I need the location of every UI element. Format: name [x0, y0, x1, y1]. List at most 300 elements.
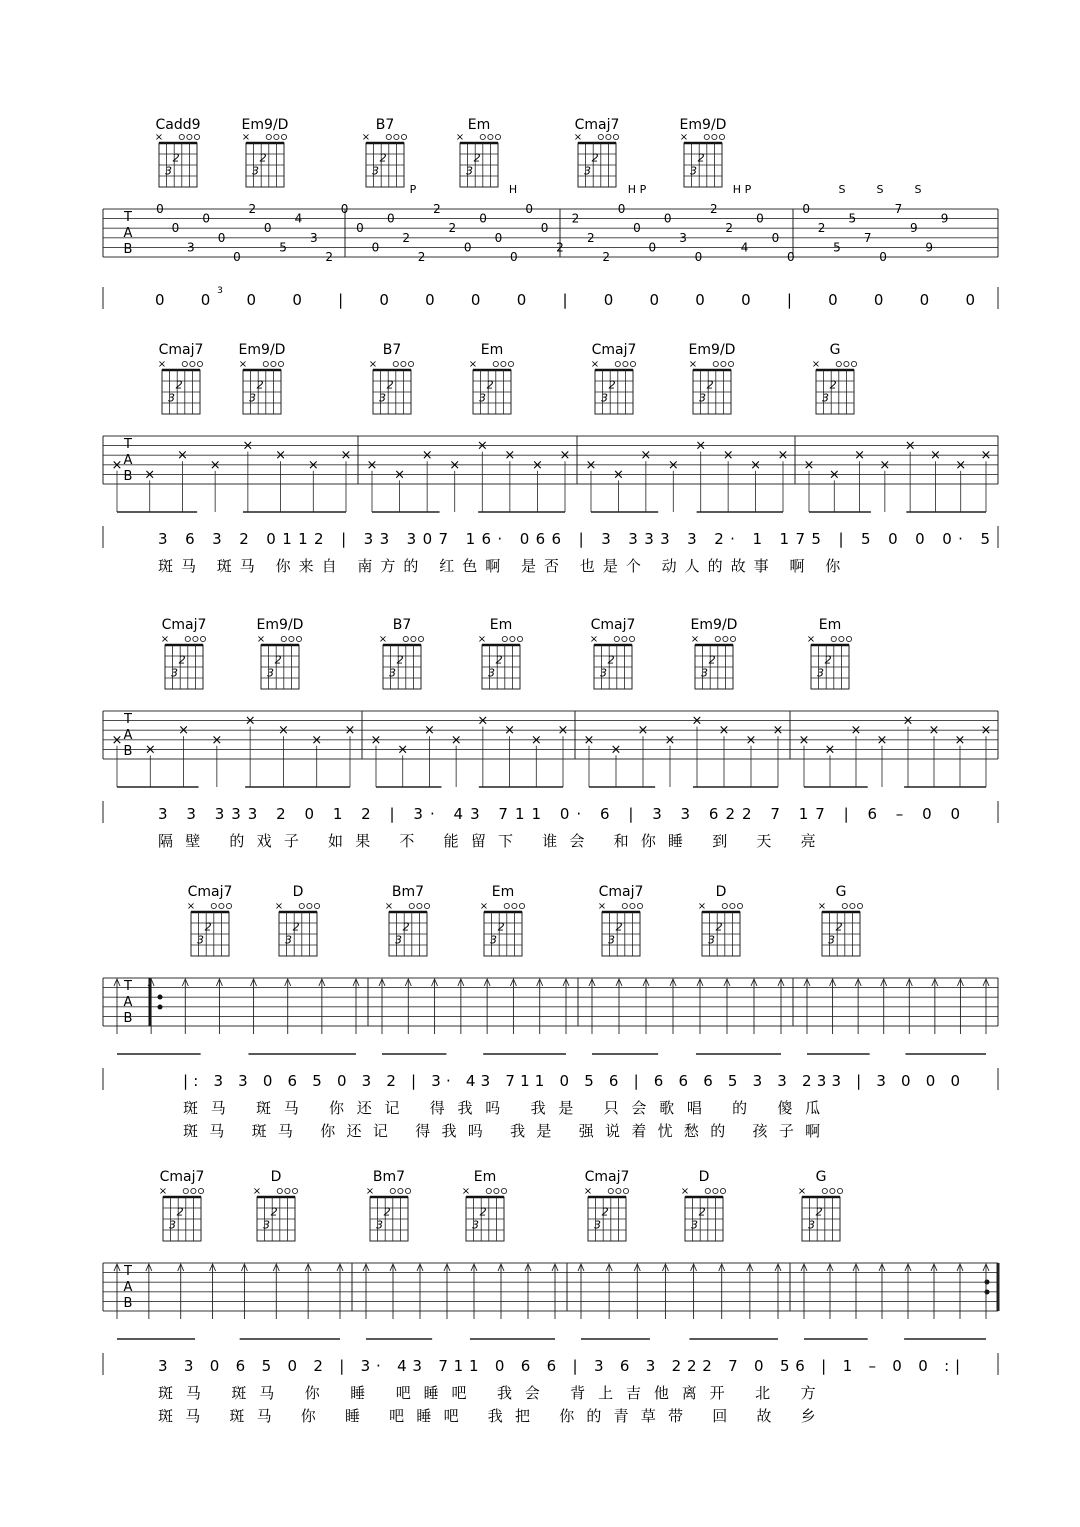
finger-number: 3	[808, 1218, 815, 1232]
fret-number: 5	[279, 240, 287, 255]
strum-x-mark: ×	[585, 457, 597, 473]
open-string-marker	[846, 636, 851, 641]
open-string-marker	[271, 361, 276, 366]
finger-number: 2	[256, 378, 264, 392]
fret-number: 0	[263, 221, 272, 236]
open-string-marker	[190, 361, 195, 366]
strum-x-mark: ×	[311, 732, 323, 748]
chord-name: Cadd9	[155, 117, 201, 133]
strum-x-mark: ×	[610, 742, 622, 758]
strum-x-mark: ×	[850, 723, 862, 739]
chord-name: Em	[491, 884, 515, 900]
open-string-marker	[285, 1188, 290, 1193]
repeat-dot	[158, 1005, 163, 1010]
open-string-marker	[266, 134, 271, 139]
open-string-marker	[508, 361, 513, 366]
fret-number: 5	[833, 240, 841, 255]
muted-string-marker: ×	[688, 359, 698, 370]
chord-name: D	[270, 1169, 282, 1185]
chord-diagram	[798, 1169, 843, 1241]
fret-number: 0	[771, 230, 780, 245]
fret-number: 0	[202, 211, 210, 226]
strum-x-mark: ×	[777, 448, 789, 464]
open-string-marker	[712, 134, 717, 139]
chord-diagram	[598, 884, 644, 956]
fret-number: 0	[879, 250, 887, 264]
open-string-marker	[292, 1188, 297, 1193]
strum-x-mark: ×	[397, 742, 409, 758]
open-string-marker	[281, 636, 286, 641]
open-string-marker	[630, 903, 635, 908]
fret-number: 4	[740, 240, 749, 255]
numbered-notation: 0 0 0 0 | 0 0 0 0 | 0 0 0 0 | 0 0 0 0	[155, 291, 976, 309]
open-string-marker	[730, 636, 735, 641]
chord-diagram	[275, 884, 320, 956]
strum-x-mark: ×	[879, 457, 891, 473]
tab-clef-letter: T	[124, 1264, 132, 1279]
finger-number: 3	[488, 666, 495, 680]
chord-diagram	[161, 617, 207, 689]
open-string-marker	[289, 636, 294, 641]
open-string-marker	[488, 134, 493, 139]
finger-number: 3	[690, 164, 697, 178]
fret-number: 0	[463, 240, 472, 255]
fret-number: 2	[325, 250, 334, 264]
fret-number: 0	[633, 221, 641, 236]
open-string-marker	[842, 903, 847, 908]
lyric-line: 斑马 斑马 你还记 得我吗 我是 强说着忧愁的 孩子啊	[183, 1122, 821, 1140]
finger-number: 2	[259, 151, 267, 165]
strum-x-mark: ×	[722, 448, 734, 464]
tab-clef-letter: T	[124, 210, 132, 225]
tab-clef-letter: A	[123, 1280, 133, 1295]
tab-clef-letter: T	[124, 712, 132, 727]
open-string-marker	[630, 361, 635, 366]
finger-number: 2	[698, 1205, 706, 1219]
fret-number: 0	[371, 240, 380, 255]
chord-name: Em	[489, 617, 513, 633]
finger-number: 2	[176, 1205, 184, 1219]
strum-x-mark: ×	[824, 742, 836, 758]
strum-x-mark: ×	[664, 732, 676, 748]
chord-name: Cmaj7	[598, 884, 644, 900]
finger-number: 2	[486, 378, 494, 392]
chord-name: Em	[818, 617, 842, 633]
open-string-marker	[831, 636, 836, 641]
finger-number: 2	[473, 151, 481, 165]
muted-string-marker: ×	[158, 1186, 168, 1197]
finger-number: 3	[197, 933, 204, 947]
open-string-marker	[606, 134, 611, 139]
muted-string-marker: ×	[797, 1186, 807, 1197]
open-string-marker	[398, 1188, 403, 1193]
finger-number: 2	[708, 653, 716, 667]
finger-number: 2	[479, 1205, 487, 1219]
open-string-marker	[314, 903, 319, 908]
muted-string-marker: ×	[690, 634, 700, 645]
lyric-line: 隔壁 的戏子 如果 不 能留下 谁会 和你睡 到 天 亮	[158, 832, 816, 850]
chord-name: Em9/D	[241, 117, 289, 133]
finger-number: 3	[472, 1218, 479, 1232]
chord-name: Em9/D	[690, 617, 738, 633]
finger-number: 2	[402, 920, 410, 934]
finger-number: 3	[817, 666, 824, 680]
open-string-marker	[837, 1188, 842, 1193]
open-string-marker	[197, 361, 202, 366]
strum-x-mark: ×	[366, 457, 378, 473]
open-string-marker	[622, 903, 627, 908]
open-string-marker	[613, 134, 618, 139]
chord-diagram	[257, 617, 304, 689]
fret-number: 3	[186, 240, 195, 255]
finger-number: 2	[396, 653, 404, 667]
open-string-marker	[719, 134, 724, 139]
muted-string-marker: ×	[274, 901, 284, 912]
open-string-marker	[623, 1188, 628, 1193]
strum-x-mark: ×	[244, 713, 256, 729]
strum-x-mark: ×	[423, 723, 435, 739]
strum-x-mark: ×	[277, 723, 289, 739]
open-string-marker	[424, 903, 429, 908]
fret-number: 9	[925, 240, 934, 255]
strum-x-mark: ×	[640, 448, 652, 464]
strum-x-mark: ×	[111, 732, 123, 748]
strum-x-mark: ×	[504, 723, 516, 739]
open-string-marker	[629, 636, 634, 641]
strum-x-mark: ×	[955, 457, 967, 473]
chord-diagram	[379, 617, 424, 689]
open-string-marker	[850, 903, 855, 908]
open-string-marker	[263, 361, 268, 366]
finger-number: 2	[386, 378, 394, 392]
chord-name: D	[698, 1169, 710, 1185]
open-string-marker	[191, 1188, 196, 1193]
open-string-marker	[219, 903, 224, 908]
muted-string-marker: ×	[361, 132, 371, 143]
open-string-marker	[839, 636, 844, 641]
finger-number: 3	[171, 666, 178, 680]
muted-string-marker: ×	[154, 132, 164, 143]
open-string-marker	[608, 1188, 613, 1193]
open-string-marker	[517, 636, 522, 641]
fret-number: 0	[233, 250, 241, 264]
open-string-marker	[200, 636, 205, 641]
open-string-marker	[418, 636, 423, 641]
open-string-marker	[386, 134, 391, 139]
finger-number: 3	[389, 666, 396, 680]
technique-mark: S	[838, 183, 846, 196]
finger-number: 2	[379, 151, 387, 165]
finger-number: 3	[601, 391, 608, 405]
fret-number: 2	[571, 211, 580, 226]
tab-clef-letter: B	[123, 242, 133, 257]
open-string-marker	[187, 134, 192, 139]
finger-number: 2	[815, 1205, 823, 1219]
muted-string-marker: ×	[368, 359, 378, 370]
chord-diagram	[239, 342, 286, 414]
open-string-marker	[299, 903, 304, 908]
finger-number: 3	[828, 933, 835, 947]
chord-diagram	[366, 1169, 411, 1241]
open-string-marker	[226, 903, 231, 908]
open-string-marker	[615, 361, 620, 366]
chord-diagram	[574, 117, 620, 187]
strum-x-mark: ×	[583, 732, 595, 748]
open-string-marker	[721, 361, 726, 366]
chord-diagram	[187, 884, 233, 956]
technique-mark: P	[409, 183, 417, 196]
open-string-marker	[713, 1188, 718, 1193]
chord-diagram	[253, 1169, 298, 1241]
strum-x-mark: ×	[772, 723, 784, 739]
muted-string-marker: ×	[697, 901, 707, 912]
open-string-marker	[390, 1188, 395, 1193]
fret-number: 2	[556, 240, 564, 255]
open-string-marker	[486, 1188, 491, 1193]
strum-x-mark: ×	[449, 457, 461, 473]
open-string-marker	[844, 361, 849, 366]
chord-diagram	[807, 617, 852, 689]
chord-diagram	[362, 117, 407, 187]
system-5	[103, 1169, 998, 1425]
fret-number: 0	[494, 230, 503, 245]
chord-diagram	[480, 884, 525, 956]
strum-x-mark: ×	[828, 467, 840, 483]
tab-clef-letter: A	[123, 226, 133, 241]
finger-number: 2	[172, 151, 180, 165]
muted-string-marker: ×	[679, 132, 689, 143]
open-string-marker	[274, 134, 279, 139]
chord-name: Cmaj7	[584, 1169, 630, 1185]
strum-x-mark: ×	[144, 467, 156, 483]
chord-diagram	[469, 342, 514, 414]
strum-x-mark: ×	[637, 723, 649, 739]
strum-x-mark: ×	[612, 467, 624, 483]
strum-x-mark: ×	[450, 732, 462, 748]
strum-x-mark: ×	[394, 467, 406, 483]
finger-number: 3	[168, 391, 175, 405]
finger-number: 2	[495, 653, 503, 667]
finger-number: 3	[822, 391, 829, 405]
fret-number: 0	[617, 202, 626, 216]
system-3	[103, 617, 998, 850]
open-string-marker	[720, 1188, 725, 1193]
chord-name: Em	[473, 1169, 497, 1185]
open-string-marker	[277, 1188, 282, 1193]
fret-number: 0	[479, 211, 487, 226]
strum-x-mark: ×	[902, 713, 914, 729]
strum-x-mark: ×	[854, 448, 866, 464]
finger-number: 2	[715, 920, 723, 934]
strum-x-mark: ×	[344, 723, 356, 739]
finger-number: 2	[292, 920, 300, 934]
open-string-marker	[512, 903, 517, 908]
open-string-marker	[393, 361, 398, 366]
muted-string-marker: ×	[806, 634, 816, 645]
muted-string-marker: ×	[365, 1186, 375, 1197]
strum-x-mark: ×	[803, 457, 815, 473]
open-string-marker	[480, 134, 485, 139]
open-string-marker	[193, 636, 198, 641]
tab-clef-letter: B	[123, 469, 133, 484]
open-string-marker	[183, 1188, 188, 1193]
tab-clef-letter: T	[124, 437, 132, 452]
fret-number: 0	[171, 221, 180, 236]
fret-number: 9	[940, 211, 949, 226]
open-string-marker	[836, 361, 841, 366]
finger-number: 3	[490, 933, 497, 947]
finger-number: 3	[169, 1218, 176, 1232]
repeat-dot	[985, 1280, 990, 1285]
strum-x-mark: ×	[178, 723, 190, 739]
open-string-marker	[417, 903, 422, 908]
chord-diagram	[680, 117, 727, 187]
finger-number: 2	[601, 1205, 609, 1219]
chord-diagram	[689, 342, 736, 414]
muted-string-marker: ×	[241, 132, 251, 143]
finger-number: 3	[372, 164, 379, 178]
finger-number: 3	[600, 666, 607, 680]
chord-name: G	[835, 884, 847, 900]
chord-name: Cmaj7	[161, 617, 207, 633]
fret-number: 0	[694, 250, 703, 264]
strum-x-mark: ×	[242, 438, 254, 454]
fret-number: 0	[786, 250, 795, 264]
open-string-marker	[185, 636, 190, 641]
fret-number: 0	[663, 211, 672, 226]
open-string-marker	[851, 361, 856, 366]
fret-number: 2	[248, 202, 257, 216]
chord-name: Em9/D	[679, 117, 727, 133]
finger-number: 3	[701, 666, 708, 680]
open-string-marker	[401, 361, 406, 366]
chord-name: Em	[467, 117, 491, 133]
open-string-marker	[715, 636, 720, 641]
finger-number: 2	[497, 920, 505, 934]
open-string-marker	[179, 134, 184, 139]
finger-number: 3	[708, 933, 715, 947]
strum-x-mark: ×	[531, 457, 543, 473]
numbered-notation: |: 3 3 0 6 5 0 3 2 | 3· 43 711 0 5 6 | 6 6 6 5 3 3 233 | 3 0 0 0	[183, 1072, 960, 1090]
strum-x-mark: ×	[211, 732, 223, 748]
strum-x-mark: ×	[421, 448, 433, 464]
chord-diagram	[691, 617, 738, 689]
fret-number: 0	[386, 211, 395, 226]
muted-string-marker: ×	[590, 359, 600, 370]
fret-number: 2	[417, 250, 426, 264]
open-string-marker	[713, 361, 718, 366]
finger-number: 2	[383, 1205, 391, 1219]
repeat-dot	[158, 995, 163, 1000]
open-string-marker	[494, 1188, 499, 1193]
open-string-marker	[405, 1188, 410, 1193]
open-string-marker	[737, 903, 742, 908]
strum-x-mark: ×	[876, 732, 888, 748]
finger-number: 3	[395, 933, 402, 947]
open-string-marker	[614, 636, 619, 641]
chord-name: G	[815, 1169, 827, 1185]
tab-clef-letter: A	[123, 453, 133, 468]
strum-x-mark: ×	[695, 438, 707, 454]
open-string-marker	[408, 361, 413, 366]
fret-number: 0	[217, 230, 226, 245]
open-string-marker	[504, 903, 509, 908]
fret-number: 0	[510, 250, 518, 264]
finger-number: 3	[376, 1218, 383, 1232]
tab-clef-letter: B	[123, 1296, 133, 1311]
open-string-marker	[857, 903, 862, 908]
open-string-marker	[822, 1188, 827, 1193]
finger-number: 3	[691, 1218, 698, 1232]
chord-diagram	[462, 1169, 507, 1241]
open-string-marker	[501, 1188, 506, 1193]
chord-name: Em9/D	[238, 342, 286, 358]
tab-clef-letter: A	[123, 728, 133, 743]
open-string-marker	[519, 903, 524, 908]
fret-number: 2	[586, 230, 595, 245]
finger-number: 2	[835, 920, 843, 934]
finger-number: 2	[607, 653, 615, 667]
chord-diagram	[456, 117, 501, 187]
open-string-marker	[598, 134, 603, 139]
open-string-marker	[403, 636, 408, 641]
strum-x-mark: ×	[980, 723, 992, 739]
finger-number: 3	[479, 391, 486, 405]
strum-x-mark: ×	[798, 732, 810, 748]
chord-name: B7	[392, 617, 412, 633]
strum-x-mark: ×	[144, 742, 156, 758]
chord-diagram	[385, 884, 430, 956]
fret-number: 0	[540, 221, 549, 236]
system-4	[103, 884, 998, 1140]
muted-string-marker: ×	[817, 901, 827, 912]
technique-mark: S	[876, 183, 884, 196]
chord-name: Bm7	[372, 1169, 406, 1185]
open-string-marker	[704, 134, 709, 139]
finger-number: 3	[267, 666, 274, 680]
fret-number: 0	[525, 202, 534, 216]
fret-number: 0	[156, 202, 164, 216]
chord-diagram	[584, 1169, 630, 1241]
open-string-marker	[411, 636, 416, 641]
finger-number: 2	[706, 378, 714, 392]
fret-number: 7	[894, 202, 903, 216]
finger-number: 2	[178, 653, 186, 667]
strum-x-mark: ×	[370, 732, 382, 748]
chord-name: Em9/D	[256, 617, 304, 633]
open-string-marker	[510, 636, 515, 641]
chord-diagram	[698, 884, 743, 956]
finger-number: 3	[379, 391, 386, 405]
open-string-marker	[198, 1188, 203, 1193]
fret-number: 0	[648, 240, 657, 255]
strum-x-mark: ×	[340, 448, 352, 464]
muted-string-marker: ×	[256, 634, 266, 645]
open-string-marker	[623, 361, 628, 366]
repeat-dot	[985, 1290, 990, 1295]
chord-diagram	[818, 884, 863, 956]
strum-x-mark: ×	[667, 457, 679, 473]
finger-number: 2	[829, 378, 837, 392]
open-string-marker	[723, 636, 728, 641]
chord-name: Cmaj7	[574, 117, 620, 133]
lyric-line: 斑马 斑马 你 睡 吧睡吧 我把 你的青草带 回 故 乡	[158, 1407, 816, 1425]
finger-number: 2	[270, 1205, 278, 1219]
muted-string-marker: ×	[468, 359, 478, 370]
chord-name: Cmaj7	[159, 1169, 205, 1185]
chord-name: Em	[480, 342, 504, 358]
open-string-marker	[502, 636, 507, 641]
